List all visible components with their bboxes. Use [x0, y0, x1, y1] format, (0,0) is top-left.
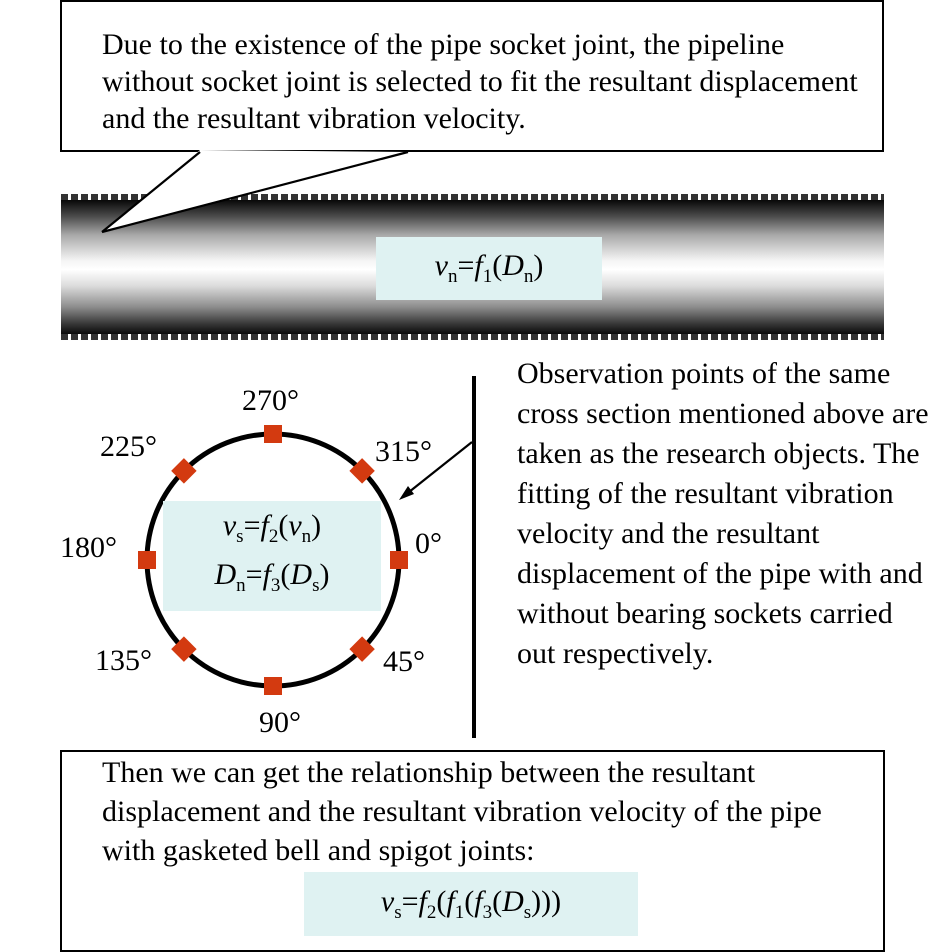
marker-180-deg	[138, 551, 156, 569]
formula-dn: $D_n=f_3(D_s)$	[214, 558, 330, 596]
observation-text: Observation points of the same cross section mentioned above are taken as the research objects. The fitting of the resultant vibration velocity and the resultant displacement of the pipe with and without bearing sockets carried out respectively.	[517, 357, 929, 670]
angle-label-225: 225°	[100, 430, 157, 463]
vertical-divider	[472, 376, 476, 738]
bottom-box-text: Then we can get the relationship between the resultant displacement and the resultant vibration velocity of the pipe with gasketed bell and spigot joints:	[102, 756, 822, 867]
circle-formulas	[163, 501, 381, 611]
angle-label-315: 315°	[375, 435, 432, 468]
pipe-formula-rendered: $v_n=f_1(D_n)$	[434, 249, 544, 287]
marker-270-deg	[264, 425, 282, 443]
arrow-head	[399, 486, 414, 500]
angle-label-135: 135°	[95, 644, 152, 677]
angle-label-180: 180°	[60, 531, 117, 564]
angle-label-45: 45°	[383, 645, 425, 678]
formula-vs: $v_s=f_2(v_n)$	[222, 509, 322, 547]
final-formula-rendered: $v_s=f_2(f_1(f_3(D_s)))$	[380, 884, 562, 923]
marker-0-deg	[390, 551, 408, 569]
marker-90-deg	[264, 677, 282, 695]
angle-label-90: 90°	[259, 706, 301, 739]
angle-label-270: 270°	[242, 384, 299, 417]
final-formula	[304, 872, 638, 936]
top-callout-text: Due to the existence of the pipe socket joint, the pipeline without socket joint is selected to fit the resultant displacement and the resultant vibration velocity.	[102, 28, 858, 135]
angle-label-0: 0°	[415, 527, 442, 560]
